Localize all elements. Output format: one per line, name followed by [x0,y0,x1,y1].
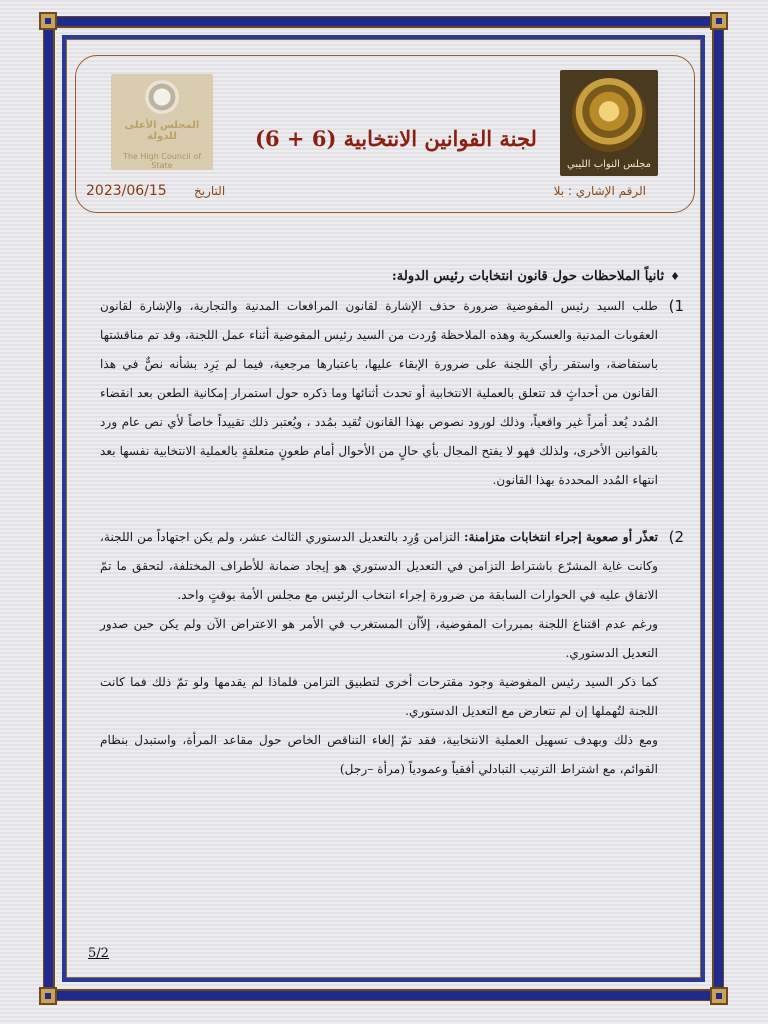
document-body [100,262,684,784]
item-number: 2) [668,528,684,546]
item-2-heading: تعذّر أو صعوبة إجراء انتخابات متزامنة: [464,530,658,544]
date-label: التاريخ [194,184,226,198]
item-number: 1) [668,297,684,315]
item-1-text: طلب السيد رئيس المفوضية ضرورة حذف الإشارة لقانون المرافعات المدنية والتجارية، والإشارة لقانون العقوبات المدنية والعسكرية وهذه الملاحظة وُردت من السيد رئيس المفوضية أثناء عمل اللجنة، وقد تم مناقشتها باستفاضة، واستقر رأي اللجنة على ضرورة الإبقاء عليها، باعتبارها مرجعية، فيما لم يَرِد بشأنه نصٌّ في هذا القانون من أحداثٍ قد تتعلق بالعملية الانتخابية أو تحدث أثنائها وما ذكره حول استمرار إمكانية الطعن بعد انقضاء المُدد يُعد أمراً غير واقعياً، وذلك لورود نصوص بهذا القانون تُقيد بمُدد ، ويُعتبر ذلك تقييداً خاصاً لأي نص عام ورد بالقوانين الأخرى، ولذلك فهو لا يفتح المجال بأي حالٍ من الأحوال أمام طعونٍ متعلقةٍ بالعملية الانتخابية نفسها بعد انتهاء المُدد المحددة بهذا القانون. [100,299,658,487]
corner-ornament [710,12,728,30]
item-2-paragraph: ورغم عدم اقتناع اللجنة بمبررات المفوضية، إلاّأن المستغرب في الأمر هو الاعتراض الآن ولم يكن حين صدور التعديل الدستوري. [100,617,658,660]
item-2-paragraph: كما ذكر السيد رئيس المفوضية وجود مقترحات أخرى لتطبيق التزامن فلماذا لم يقدمها ولو تمّ ذلك فما كانت اللجنة لتُهملها إن لم تتعارض مع التعديل الدستوري. [100,675,658,718]
corner-ornament [39,12,57,30]
list-item-1 [100,292,684,495]
section-heading-text: ثانياً الملاحظات حول قانون انتخابات رئيس الدولة: [391,269,665,284]
reference-number: الرقم الإشاري : بلا [553,184,646,198]
letterhead [75,55,695,213]
logo-english-text: The High Council of State [122,152,202,170]
logo-caption: مجلس النواب الليبي [567,159,651,170]
corner-ornament [39,987,57,1005]
committee-title: لجنة القوانين الانتخابية (6 + 6) [255,126,537,151]
diamond-bullet-icon: ♦ [670,270,680,283]
emblem-icon [572,78,646,152]
logo-arabic-text: المجلس الأعلى للدولة [124,120,200,142]
emblem-icon [145,80,179,114]
item-2-paragraph: ومع ذلك وبهدف تسهيل العملية الانتخابية، فقد تمّ إلغاء التناقص الخاص حول مقاعد المرأة، واستبدل بنظام القوائم، مع اشتراط الترتيب التبادلي أفقياً وعمودياً (مرأة –رجل) [100,733,658,776]
date-value: 2023/06/15 [86,183,167,199]
page-number: 5/2 [88,946,109,961]
house-of-representatives-logo [560,70,658,176]
section-heading [100,262,680,292]
corner-ornament [710,987,728,1005]
high-council-of-state-logo [111,74,213,170]
item-2-text: التزامن وُرِد بالتعديل الدستوري الثالث عشر، ولم يكن اجتهاداً من اللجنة، وكانت غاية المشرّع باشتراط التزامن في التعديل الدستوري هو إيجاد ضمانة للأطراف المختلفة، لتحقق ما تمّ الاتفاق عليه في الحوارات السابقة من ضرورة إجراء انتخاب الرئيس مع مجلس الأمة بوقتٍ واحد. [100,530,658,602]
list-item-2 [100,523,684,784]
